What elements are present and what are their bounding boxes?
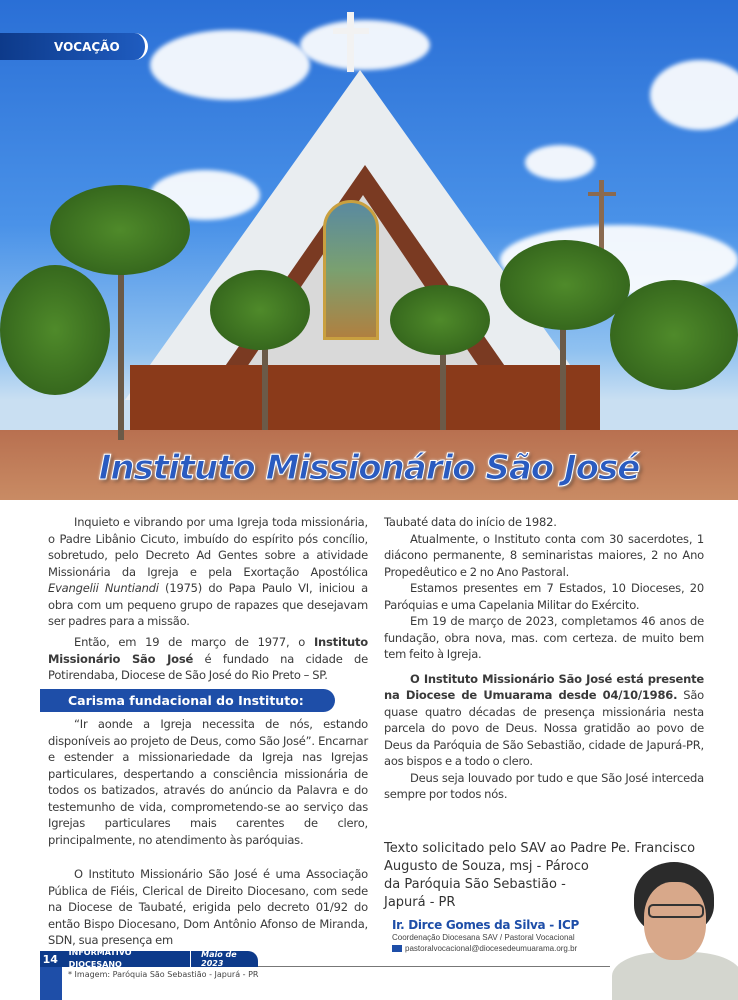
cross-icon [347,12,354,72]
publication-name: INFORMATIVO DIOCESANO [61,947,192,971]
page-number: 14 [42,952,58,966]
cloud [150,30,310,100]
tree [0,265,110,395]
paragraph: Então, em 19 de março de 1977, o Instituto Missionário São José é fundado na cidade de Potirendaba, Diocese de São José do Rio Preto – SP. [48,635,368,682]
tree [390,285,490,355]
paragraph: Taubaté data do início de 1982. [384,515,557,529]
author-name: Ir. Dirce Gomes da Silva - ICP [392,918,579,932]
paragraph: Deus seja louvado por tudo e que São José interceda sempre por todos nós. [384,770,704,801]
cross-icon [588,192,616,196]
cross-icon [599,180,604,250]
article-title: Instituto Missionário São José [98,448,640,488]
church-base [130,365,600,435]
credit-text: Texto solicitado pelo SAV ao Padre Pe. Francisco Augusto de Souza, msj - Pároco da Paróquia São Sebastião - Japurá - PR [384,841,696,910]
author-email[interactable]: pastoralvocacional@diocesedeumuarama.org.br [405,944,578,953]
image-caption: * Imagem: Paróquia São Sebastião - Japurá - PR [68,970,259,979]
tree [50,185,190,275]
subheading: Carisma fundacional do Instituto: [40,689,335,712]
issue-date: Maio de 2023 [201,950,237,968]
paragraph: O Instituto Missionário São José está presente na Diocese de Umuarama desde 04/10/1986. São quase quatro décadas de presença missionária nesta parcela do povo de Deus. Nossa gratidão ao povo de Deus da Paróquia de São Sebastião, cidade de Japurá-PR, aos bispos e a todo o clero. [384,671,704,768]
mail-icon [392,945,402,952]
cross-icon [333,28,369,34]
footer-bar [40,948,258,969]
author-role: Coordenação Diocesana SAV / Pastoral Vocacional [392,933,575,942]
paragraph: Estamos presentes em 7 Estados, 10 Dioceses, 20 Paróquias e uma Capelania Militar do Exército. [384,581,704,612]
stained-glass-window [323,200,379,340]
right-column [384,514,704,803]
side-accent [40,967,62,1000]
paragraph: “Ir aonde a Igreja necessita de nós, estando disponíveis ao projeto de Deus, como São José”. Encarnar e estender a missionariedade da Igreja nas Igrejas particulares, despertando a consciência missionária de todos os batizados, através do anúncio da Palavra e do testemunho de vida, comprometendo-se ao serviço das Igrejas particulares mais carentes de clero, principalmente, no atendimento às paróquias. [48,717,368,847]
cloud [525,145,595,180]
paragraph: Em 19 de março de 2023, completamos 46 anos de fundação, obra nova, mas. com certeza. de muito bem tem feito à Igreja. [384,614,704,661]
author-block [392,918,579,954]
paragraph: O Instituto Missionário São José é uma Associação Pública de Fiéis, Clerical de Direito Diocesano, com sede na Diocese de Taubaté, erigida pelo decreto 01/92 do então Bispo Diocesano, Dom Antônio Afonso de Miranda, SDN, sua presença em [48,867,368,947]
section-tag: VOCAÇÃO [0,33,148,60]
cloud [650,60,738,130]
tree [610,280,738,390]
tree [210,270,310,350]
paragraph: Inquieto e vibrando por uma Igreja toda missionária, o Padre Libânio Cicuto, imbuído do espírito pós concílio, sobretudo, pelo Decreto Ad Gentes sobre a atividade Missionária da Igreja e pela Exortação Apostólica Evangelii Nuntiandi (1975) do Papa Paulo VI, iniciou a obra com um pequeno grupo de rapazes que desejavam ser padres para a missão. [48,515,368,628]
tree [500,240,630,330]
paragraph: Atualmente, o Instituto conta com 30 sacerdotes, 1 diácono permanente, 8 seminaristas maiores, 2 no Ano Propedêutico e 2 no Ano Pastoral. [384,531,704,579]
